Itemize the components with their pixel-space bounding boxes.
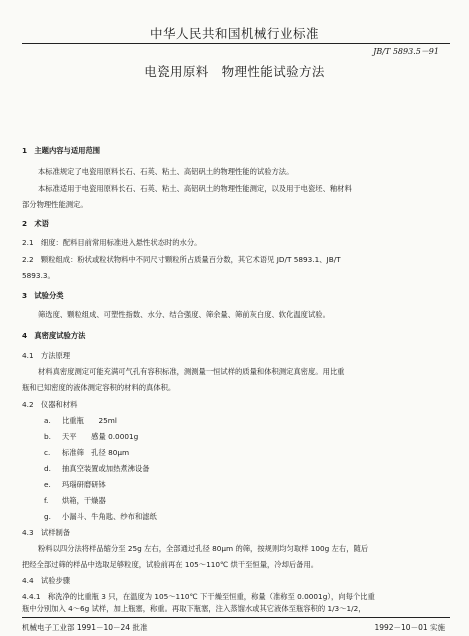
instrument-item: g. 小漏斗、牛角匙、纱布和滤纸 xyxy=(44,512,157,521)
header-rule xyxy=(22,43,450,44)
subsection-4-1-heading: 4.1 方法原理 xyxy=(22,351,71,360)
subsection-4-3-line-2: 把经全部过筛的样品中选取足够粒度，试验前再在 105～110℃ 烘干至恒量，冷却后备用。 xyxy=(22,560,319,569)
footer-rule xyxy=(22,617,450,618)
instrument-item: b. 天平 感量 0.0001g xyxy=(44,432,139,441)
standard-org-title: 中华人民共和国机械行业标准 xyxy=(149,26,319,41)
subsection-4-2-heading: 4.2 仪器和材料 xyxy=(22,400,78,409)
section-2-heading: 2 术语 xyxy=(22,219,49,228)
subsection-4-1-line-1: 材料真密度测定可能充满可气孔有容积标准，测测量一恒试样的质量和体积测定真密度。用比重 xyxy=(38,367,345,376)
subsection-4-3-line-1: 粉料以四分法将样品缩分至 25g 左右，全部通过孔径 80μm 的筛，按规则均匀取样 100g 左右，随后 xyxy=(38,544,369,553)
subsection-4-3-heading: 4.3 试样制备 xyxy=(22,528,71,537)
instrument-item: d. 抽真空装置或加热煮沸设备 xyxy=(44,464,150,473)
section-2-item-1: 2.1 细度：配料目前常用标准进入悬性状态时的水分。 xyxy=(22,238,202,247)
clause-4-4-1-line-1: 4.4.1 称洗净的比重瓶 3 只，在温度为 105～110℃ 下干燥至恒重，称量（准称至 0.0001g），向每个比重 xyxy=(22,592,375,601)
document-title: 电瓷用原料 物理性能试验方法 xyxy=(144,64,325,79)
section-3-heading: 3 试验分类 xyxy=(22,291,64,300)
section-4-heading: 4 真密度试验方法 xyxy=(22,331,86,340)
section-3-line: 筛选度、颗粒组成、可塑性指数、水分、结合强度、筛余量、筛前灰白度、软化温度试验。 xyxy=(38,310,330,319)
implementation-date: 1992－10－01 实施 xyxy=(374,623,445,632)
instrument-item: a. 比重瓶 25ml xyxy=(44,416,117,425)
section-1-para-2-line-1: 本标准适用于电瓷用原料长石、石英、粘土、高铝矾土的物理性能测定，以及用于电瓷坯、釉材料 xyxy=(38,184,352,193)
instrument-item: e. 玛瑙研磨研钵 xyxy=(44,480,106,489)
section-2-item-2-line-2: 5893.3。 xyxy=(22,271,55,280)
instrument-item: f. 烘箱，干燥器 xyxy=(44,496,106,505)
instrument-item: c. 标准筛 孔径 80μm xyxy=(44,448,130,457)
clause-4-4-1-line-2: 瓶中分别加入 4～6g 试样，加上瓶塞，称重。再取下瓶塞，注入蒸馏水或其它液体至瓶容积的 1/3～1/2， xyxy=(22,604,366,613)
section-2-item-2-line-1: 2.2 颗粒组成：粉状或粒状物料中不同尺寸颗粒所占质量百分数，其它术语见 JD/T 5893.1、JB/T xyxy=(22,255,341,264)
standard-code: JB/T 5893.5－91 xyxy=(373,47,439,56)
section-1-heading: 1 主题内容与适用范围 xyxy=(22,146,101,155)
subsection-4-4-heading: 4.4 试验步骤 xyxy=(22,576,71,585)
section-1-para-2-line-2: 部分物理性能测定。 xyxy=(22,200,88,209)
section-1-para-1: 本标准规定了电瓷用原料长石、石英、粘土、高铝矾土的物理性能的试验方法。 xyxy=(38,167,294,176)
subsection-4-1-line-2: 瓶和已知密度的液体测定容积的材料的真体积。 xyxy=(22,383,176,392)
approval-date: 机械电子工业部 1991－10－24 批准 xyxy=(22,623,148,632)
